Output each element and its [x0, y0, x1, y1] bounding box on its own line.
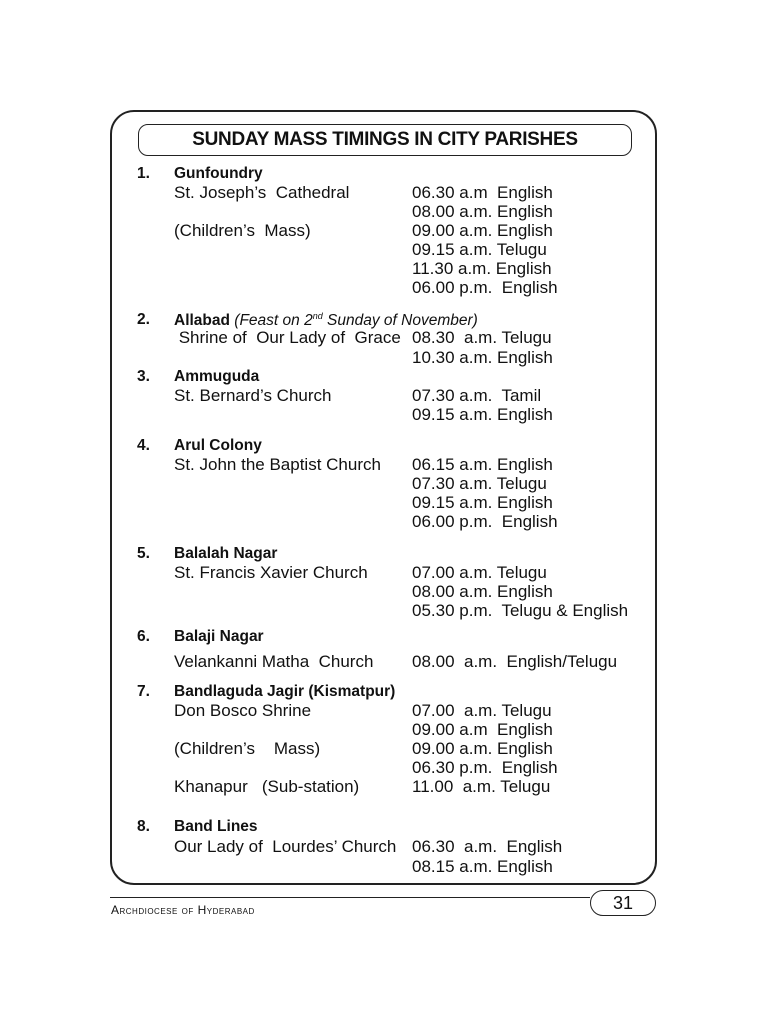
mass-timing-row [0, 493, 768, 512]
parish-name-text: Arul Colony [174, 437, 262, 454]
mass-time: 09.15 a.m. English [412, 493, 553, 512]
mass-timing-row [0, 758, 768, 777]
mass-time: 07.00 a.m. Telugu [412, 563, 547, 582]
parish-number: 5. [137, 545, 150, 562]
mass-time: 11.00 a.m. Telugu [412, 777, 551, 796]
page-number: 31 [590, 890, 656, 916]
mass-timing-row [0, 777, 768, 796]
feast-note-pre: (Feast on 2 [234, 312, 313, 330]
feast-note [230, 312, 478, 329]
church-name: St. Joseph’s Cathedral [174, 183, 350, 202]
parish-name-text: Bandlaguda Jagir (Kismatpur) [174, 683, 396, 700]
mass-time: 09.00 a.m. English [412, 739, 553, 758]
parish-name [174, 545, 277, 563]
mass-timing-row [0, 455, 768, 474]
mass-timing-row [0, 405, 768, 424]
mass-timing-row [0, 240, 768, 259]
church-name: Khanapur (Sub-station) [174, 777, 360, 796]
mass-timing-row [0, 857, 768, 876]
parish-number: 6. [137, 628, 150, 645]
mass-timing-row [0, 202, 768, 221]
church-name: Don Bosco Shrine [174, 701, 312, 720]
church-name: St. John the Baptist Church [174, 455, 381, 474]
church-name: (Children’s Mass) [174, 739, 321, 758]
parish-number: 2. [137, 311, 150, 328]
mass-timing-row [0, 386, 768, 405]
mass-timing-row [0, 278, 768, 297]
parish-name-text: Balalah Nagar [174, 545, 278, 562]
parish-name [174, 683, 395, 701]
mass-time: 06.15 a.m. English [412, 455, 553, 474]
parish-name [174, 437, 262, 455]
mass-timing-row [0, 652, 768, 671]
church-name: St. Francis Xavier Church [174, 563, 368, 582]
parish-number: 4. [137, 437, 150, 454]
feast-note-post: Sunday of November) [322, 312, 478, 330]
mass-time: 07.00 a.m. Telugu [412, 701, 552, 720]
feast-note-sup: nd [312, 311, 323, 321]
mass-time: 06.30 a.m. English [412, 837, 563, 856]
mass-time: 05.30 p.m. Telugu & English [412, 601, 629, 620]
mass-time: 09.00 a.m English [412, 720, 553, 739]
mass-timing-row [0, 259, 768, 278]
church-name: Our Lady of Lourdes’ Church [174, 837, 397, 856]
mass-time: 06.30 p.m. English [412, 758, 558, 777]
church-name: Velankanni Matha Church [174, 652, 374, 671]
mass-time: 07.30 a.m. Tamil [412, 386, 542, 405]
mass-timing-row [0, 183, 768, 202]
mass-timing-row [0, 474, 768, 493]
mass-time: 09.15 a.m. English [412, 405, 553, 424]
parish-number: 8. [137, 818, 150, 835]
parish-name-text: Ammuguda [174, 368, 260, 385]
parish-name [174, 628, 264, 646]
parish-name [174, 368, 259, 386]
mass-time: 08.15 a.m. English [412, 857, 553, 876]
mass-timing-row [0, 582, 768, 601]
mass-timing-row [0, 837, 768, 856]
footer-divider [110, 897, 590, 898]
mass-timing-row [0, 512, 768, 531]
church-name: (Children’s Mass) [174, 221, 311, 240]
parish-name-text: Gunfoundry [174, 165, 263, 182]
parish-name [174, 165, 263, 183]
mass-timing-row [0, 601, 768, 620]
page-title: SUNDAY MASS TIMINGS IN CITY PARISHES [138, 124, 632, 156]
mass-timing-row [0, 221, 768, 240]
footer-title: Archdiocese of Hyderabad [111, 903, 255, 917]
mass-time: 06.00 p.m. English [412, 512, 558, 531]
mass-timing-row [0, 348, 768, 367]
mass-timing-row [0, 720, 768, 739]
mass-time: 08.00 a.m. English/Telugu [412, 652, 618, 671]
mass-time: 08.00 a.m. English [412, 582, 553, 601]
church-name: St. Bernard’s Church [174, 386, 332, 405]
church-name: Shrine of Our Lady of Grace [174, 328, 401, 347]
parish-name [174, 818, 258, 836]
mass-time: 09.15 a.m. Telugu [412, 240, 547, 259]
parish-number: 3. [137, 368, 150, 385]
mass-time: 07.30 a.m. Telugu [412, 474, 547, 493]
mass-time: 06.00 p.m. English [412, 278, 558, 297]
mass-timing-row [0, 701, 768, 720]
mass-time: 10.30 a.m. English [412, 348, 553, 367]
parish-name-text: Band Lines [174, 818, 258, 835]
mass-timing-row [0, 739, 768, 758]
mass-time: 08.00 a.m. English [412, 202, 553, 221]
parish-name-text: Balaji Nagar [174, 628, 264, 645]
mass-time: 09.00 a.m. English [412, 221, 553, 240]
mass-time: 11.30 a.m. English [412, 259, 552, 278]
mass-timing-row [0, 563, 768, 582]
mass-time: 06.30 a.m English [412, 183, 553, 202]
mass-timing-row [0, 328, 768, 347]
mass-time: 08.30 a.m. Telugu [412, 328, 552, 347]
parish-number: 7. [137, 683, 150, 700]
parish-name-text: Allabad [174, 312, 230, 330]
parish-number: 1. [137, 165, 150, 182]
